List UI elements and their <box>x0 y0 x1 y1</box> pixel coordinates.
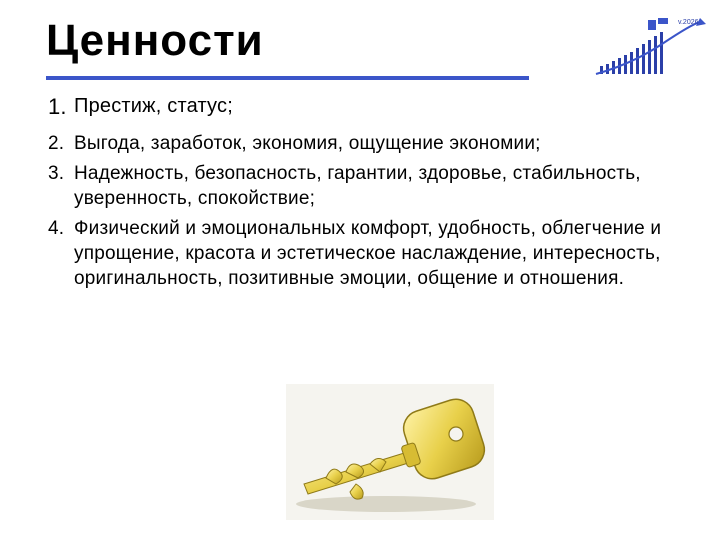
item-number: 4. <box>48 218 65 239</box>
logo-label: v.2026 <box>678 19 699 26</box>
slide-title: Ценности <box>46 16 264 65</box>
item-text: Престиж, статус; <box>74 95 233 117</box>
title-underline <box>46 76 529 80</box>
item-text: Выгода, заработок, экономия, ощущение экономии; <box>74 133 541 154</box>
item-number: 1. <box>48 94 67 119</box>
gold-key-icon <box>286 384 494 520</box>
list-item <box>48 131 698 156</box>
list-item <box>48 94 698 119</box>
list-item <box>48 216 698 291</box>
item-text: Надежность, безопасность, гарантии, здоровье, стабильность, уверенность, спокойствие; <box>74 163 641 209</box>
item-number: 3. <box>48 163 65 184</box>
item-text: Физический и эмоциональных комфорт, удобность, облегчение и упрощение, красота и эстетическое наслаждение, интересность, оригинальность, позитивные эмоции, общение и отношения. <box>74 218 662 289</box>
values-list <box>48 94 698 296</box>
item-number: 2. <box>48 133 65 154</box>
growth-chart-logo-icon <box>592 14 710 78</box>
list-item <box>48 161 698 211</box>
